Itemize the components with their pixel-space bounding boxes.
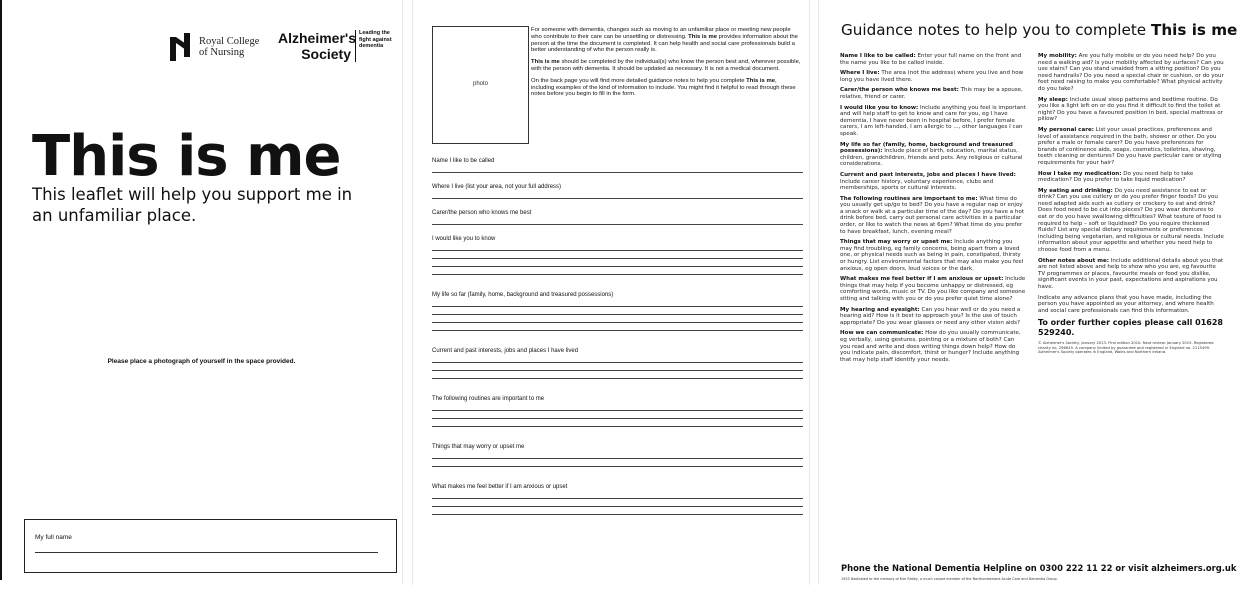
form-answer-line[interactable]	[432, 370, 803, 371]
form-field-label: What makes me feel better if I am anxious or upset	[432, 484, 568, 490]
photo-label: photo	[472, 81, 488, 87]
guidance-note-body: Include additional details about you that are not listed above and help to show who you are, eg favourite TV programmes or places, favourite meals or food you dislike, significant events in your past, expectations and aspirations you have.	[1038, 257, 1224, 290]
form-field	[432, 396, 803, 427]
form-answer-line[interactable]	[432, 466, 803, 467]
form-field	[432, 484, 803, 515]
form-answer-line[interactable]	[432, 458, 803, 459]
guidance-note-heading: My eating and drinking:	[1038, 187, 1113, 194]
guidance-note-body: Include anything you feel is important and will help staff to get to know and care for you, eg I have dementia, I have never been in hospital before, I prefer female carers, I am left-handed, I am allergic to ..., other languages I can speak.	[840, 104, 1026, 137]
guidance-note-body: How do you usually communicate, eg verbally, using gestures, pointing or a mixture of both? Can you read and write and does writing things down help? How do you indicate pain, discomfort, thirst or hunger? Include anything that may help staff identify your needs.	[840, 330, 1021, 363]
guidance-note-heading: Where I live:	[840, 70, 880, 77]
full-name-field[interactable]	[35, 552, 378, 553]
rcn-logo-text: Royal College of Nursing	[199, 36, 260, 58]
guidance-note-body: Do you need assistance to eat or drink? Can you use cutlery or do you prefer finger foods? Do you need adapted aids such as cutlery or crockery to eat and drink? Does food need to be cut into pieces? Do you wear dentures to eat or do you have swallowing difficulties? What texture of food is required to help – soft or liquidised? Do you require thickened fluids? List any special dietary requirements or preferences including being vegetarian, and religious or cultural needs. Include information about your appetite and whether you need help to choose food from a menu.	[1038, 187, 1224, 254]
form-field	[432, 348, 803, 379]
form-answer-line[interactable]	[432, 378, 803, 379]
leaflet-subtitle: This leaflet will help you support me in an unfamiliar place.	[32, 185, 353, 225]
guidance-note-heading: Other notes about me:	[1038, 257, 1109, 264]
guidance-column-left	[840, 53, 1026, 367]
form-answer-line[interactable]	[432, 274, 803, 275]
form-field-label: Current and past interests, jobs and places I have lived	[432, 348, 579, 354]
guidance-note	[1038, 188, 1224, 254]
form-answer-line[interactable]	[432, 306, 803, 307]
guidance-note	[1038, 295, 1224, 315]
form-answer-line[interactable]	[432, 418, 803, 419]
guidance-note	[840, 307, 1026, 327]
form-answer-line[interactable]	[432, 322, 803, 323]
page-edge-line	[0, 0, 2, 580]
form-answer-line[interactable]	[432, 330, 803, 331]
rcn-logo	[170, 33, 261, 61]
intro-paragraph: For someone with dementia, changes such as moving to an unfamiliar place or meeting new people who contribute to their care can be unsettling or distressing. This is me provides information about the person at the time the document is completed. It can help health and social care professionals build a better understanding of who the person really is.	[531, 27, 798, 54]
form-answer-line[interactable]	[432, 224, 803, 225]
guidance-note	[1038, 97, 1224, 123]
guidance-note	[1038, 127, 1224, 167]
helpline-text: Phone the National Dementia Helpline on 0300 222 11 22 or visit alzheimers.org.uk	[841, 563, 1237, 573]
form-answer-line[interactable]	[432, 410, 803, 411]
guidance-column-right	[1038, 53, 1224, 355]
as-logo-tagline: Leading the fight against dementia	[359, 30, 392, 49]
guidance-note	[840, 276, 1026, 302]
guidance-note	[840, 87, 1026, 100]
form-field	[432, 444, 803, 467]
guidance-note-heading: My life so far (family, home, background and treasured possessions):	[840, 141, 1013, 155]
guidance-note-body: Enter your full name on the front and the name you like to be called inside.	[840, 53, 1022, 66]
rcn-logo-mark-icon	[170, 33, 194, 61]
guidance-note-body: Are you fully mobile or do you need help? Do you need a walking aid? Is your mobility affected by surfaces? Can you use stairs? Can you stand unaided from a sitting position? Do you need handrails? Do you need a special chair or cushion, or do your feet need raising to make you comfortable? What physical activity do you take?	[1038, 53, 1224, 92]
guidance-note	[840, 142, 1026, 168]
intro-paragraph: This is me should be completed by the individual(s) who know the person best and, wherever possible, with the person with dementia. It should be updated as necessary. It is not a medical document.	[531, 59, 801, 72]
guidance-notes-page	[818, 0, 1246, 585]
guidance-note	[840, 105, 1026, 138]
guidance-note	[840, 172, 1026, 192]
form-field	[432, 158, 803, 173]
guidance-note-heading: Name I like to be called:	[840, 53, 916, 59]
guidance-note-heading: My hearing and eyesight:	[840, 306, 920, 313]
guidance-note-heading: My sleep:	[1038, 96, 1068, 103]
guidance-note-heading: What makes me feel better if I am anxious or upset:	[840, 276, 1004, 283]
guidance-note-body: Include place of birth, education, marital status, children, grandchildren, friends and pets. Any religious or cultural considerations.	[840, 148, 1023, 168]
guidance-note-heading: How we can communicate:	[840, 330, 924, 337]
guidance-note-heading: How I take my medication:	[1038, 170, 1122, 177]
guidance-note	[1038, 171, 1224, 184]
form-field-label: I would like you to know	[432, 236, 496, 242]
full-name-box	[24, 519, 397, 573]
guidance-note-heading: Carer/the person who knows me best:	[840, 87, 959, 94]
guidance-note	[1038, 258, 1224, 291]
photo-box[interactable]	[432, 26, 529, 144]
photo-instruction: Please place a photograph of yourself in the space provided.	[107, 358, 296, 365]
guidance-note-body: Include career history, voluntary experience, clubs and memberships, sports or cultural interests.	[840, 178, 994, 192]
form-field	[432, 210, 803, 225]
guidance-note-body: Include things that may help if you become unhappy or distressed, eg comforting words, music or TV. Do you like company and someone sitting and talking with you or do you prefer quiet time alone?	[840, 276, 1026, 302]
form-field-label: Carer/the person who knows me best	[432, 210, 532, 216]
form-field	[432, 292, 803, 331]
as-logo-name: Alzheimer's Society	[278, 30, 357, 62]
dedication-footnote: 1553 Dedicated to the memory of Kim Ridley, a much valued member of the Northumberland Acute Care and Dementia Group.	[841, 577, 1058, 581]
form-field-label: Where I live (list your area, not your full address)	[432, 184, 562, 190]
intro-text	[531, 27, 801, 103]
guidance-note	[840, 239, 1026, 272]
guidance-note	[840, 70, 1026, 83]
guidance-note-body: This may be a spouse, relative, friend or carer.	[840, 87, 1023, 100]
leaflet-title: This is me	[32, 124, 341, 189]
form-field	[432, 236, 803, 275]
guidance-note-body: Include anything you may find troubling, eg family concerns, being apart from a loved one, or physical needs such as being in pain, constipated, thirsty or hungry. List environmental factors that may also make you feel anxious, eg open doors, loud voices or the dark.	[840, 239, 1024, 272]
form-answer-line[interactable]	[432, 498, 803, 499]
guidance-note	[840, 196, 1026, 236]
form-answer-line[interactable]	[432, 198, 803, 199]
form-answer-line[interactable]	[432, 506, 803, 507]
guidance-note-heading: I would like you to know:	[840, 104, 919, 111]
form-answer-line[interactable]	[432, 172, 803, 173]
guidance-note	[840, 53, 1026, 66]
guidance-note-body: Indicate any advance plans that you have made, including the person you have appointed as your attorney, and where health and social care professionals can find this information.	[1038, 294, 1214, 314]
guidance-note-heading: Current and past interests, jobs and places I have lived:	[840, 171, 1016, 178]
guidance-note-body: The area (not the address) where you live and how long you have lived there.	[840, 70, 1024, 83]
form-answer-line[interactable]	[432, 250, 803, 251]
form-field	[432, 184, 803, 199]
copyright-small-print: © Alzheimer's Society, January 2013. First edition 2010. Next review: January 2015. Registered charity no. 296645. A company limited by guarantee and registered in England no. 2115499. Alzheimer's Society operates in England, Wales and Northern Ireland.	[1038, 341, 1214, 355]
form-answer-line[interactable]	[432, 362, 803, 363]
form-field-label: The following routines are important to me	[432, 396, 545, 402]
guidance-note-heading: My mobility:	[1038, 53, 1077, 59]
form-answer-line[interactable]	[432, 258, 803, 259]
guidance-note	[1038, 53, 1224, 93]
guidance-note-body: Do you need help to take medication? Do you prefer to take liquid medication?	[1038, 170, 1194, 184]
form-answer-line[interactable]	[432, 314, 803, 315]
guidance-note-heading: My personal care:	[1038, 126, 1094, 133]
form-page	[412, 0, 810, 585]
form-answer-line[interactable]	[432, 266, 803, 267]
full-name-label: My full name	[35, 534, 72, 541]
form-answer-line[interactable]	[432, 426, 803, 427]
guidance-note-heading: Things that may worry or upset me:	[840, 239, 953, 246]
form-field-label: Name I like to be called	[432, 158, 495, 164]
form-field-label: Things that may worry or upset me	[432, 444, 525, 450]
guidance-title: Guidance notes to help you to complete This is me	[841, 21, 1238, 39]
guidance-note-body: List your usual practices, preferences and level of assistance required in the bath, shower or other. Do you prefer a male or female carer? Do you have preferences for brands of continence aids, soaps, cosmetics, toiletries, shaving, teeth cleaning or dentures? Do you have particular care or styling requirements for your hair?	[1038, 126, 1222, 166]
guidance-note-body: What time do you usually get up/go to bed? Do you have a regular nap or enjoy a snack or walk at a particular time of the day? Do you have a hot drink before bed, carry out personal care activities in a particular order, or like to watch the news at 6pm? What time do you prefer to have breakfast, lunch, evening meal?	[840, 195, 1025, 235]
form-field-label: My life so far (family, home, background and treasured possessions)	[432, 292, 614, 298]
alzheimers-society-logo	[278, 30, 398, 62]
front-cover-page	[0, 0, 403, 585]
intro-paragraph: On the back page you will find more detailed guidance notes to help you complete This is me, including examples of the kind of information to include. You might find it helpful to read through these notes before you begin to fill in the form.	[531, 77, 796, 98]
guidance-note-body: Can you hear well or do you need a hearing aid? How is it best to approach you? Is the use of touch appropriate? Do you wear glasses or need any other vision aids?	[840, 306, 1021, 326]
guidance-note-body: Include usual sleep patterns and bedtime routine. Do you like a light left on or do you find it difficult to find the toilet at night? Do you have a favoured position in bed, special mattress or pillow?	[1038, 96, 1223, 123]
order-copies-text: To order further copies please call 01628 529240.	[1038, 318, 1223, 337]
guidance-note	[840, 330, 1026, 363]
guidance-note-heading: The following routines are important to me:	[840, 195, 978, 202]
form-answer-line[interactable]	[432, 514, 803, 515]
